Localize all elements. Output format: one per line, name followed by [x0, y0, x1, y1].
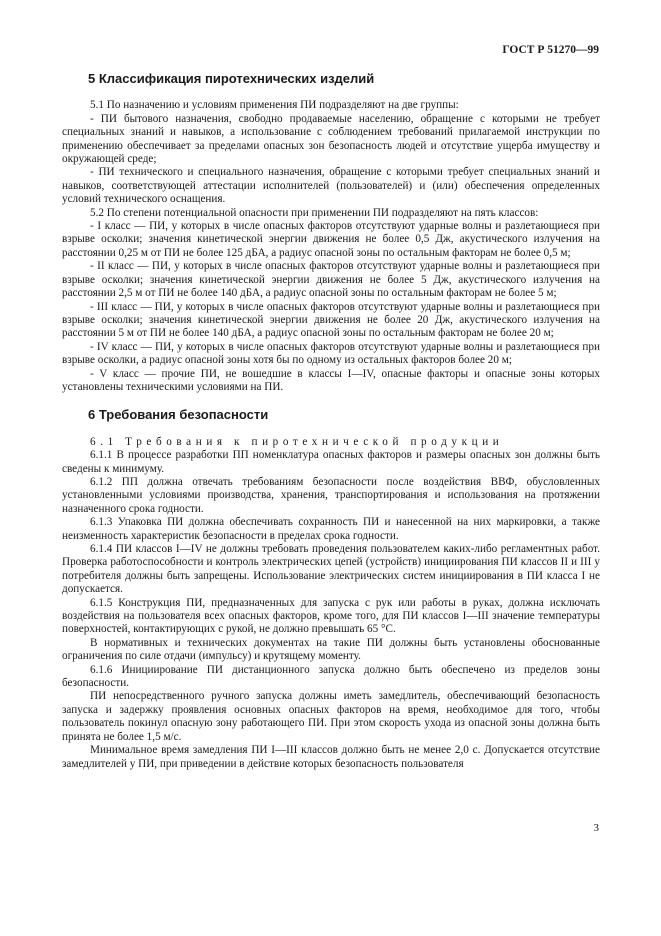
paragraph: 6.1.2 ПП должна отвечать требованиям безопасности после воздействия ВВФ, обусловленных установленными условиями производства, хранения, транспортирования и использования на протяжении назначенного срока годности. — [62, 475, 600, 515]
paragraph: 5.1 По назначению и условиям применения ПИ подразделяют на две группы: — [90, 99, 459, 112]
paragraph: 5.2 По степени потенциальной опасности при применении ПИ подразделяют на пять классов: — [90, 206, 539, 219]
paragraph: 6.1.6 Инициирование ПИ дистанционного запуска должно быть обеспечено из пределов зоны безопасности. — [62, 663, 600, 690]
paragraph: - ПИ технического и специального назначения, обращение с которыми требует специальных знаний и навыков, соответствующей аттестации исполнителей (пользователей) и (или) обеспечения определенных условий технического оснащения. — [62, 166, 600, 206]
section-6-title: 6 Требования безопасности — [88, 407, 269, 423]
paragraph: ПИ непосредственного ручного запуска должны иметь замедлитель, обеспечивающий безопасность запуска и задержку проявления основных опасных факторов на время, необходимое для того, чтобы пользователь покинул опасную зону работающего ПИ. При этом скорость ухода из опасной зоны должна быть принята не более 1,5 м/с. — [62, 690, 600, 743]
paragraph: - II класс — ПИ, у которых в числе опасных факторов отсутствуют ударные волны и разлетающиеся при взрыве осколки; значения кинетической энергии движения не более 5 Дж, акустического излучения на расстоянии 2,5 м от ПИ не более 140 дБА, а радиус опасной зоны по остальным факторам не более 5 м; — [62, 260, 600, 300]
paragraph: - I класс — ПИ, у которых в числе опасных факторов отсутствуют ударные волны и разлетающиеся при взрыве осколки; значения кинетической энергии движения не более 0,5 Дж, акустического излучения на расстоянии 0,25 м от ПИ не более 125 дБА, а радиус опасной зоны по остальным факторам не более 0,5 м; — [62, 220, 600, 259]
paragraph: В нормативных и технических документах на такие ПИ должны быть установлены обоснованные ограничения по силе отдачи (импульсу) и крутящему моменту. — [62, 636, 600, 663]
page-content — [62, 66, 600, 771]
paragraph: - ПИ бытового назначения, свободно продаваемые населению, обращение с которыми не требует специальных знаний и навыков, а использование с соблюдением требований прилагаемой инструкции по применению обеспечивает за пределами опасных зон безопасность людей и отсутствие ущерба имуществу и окружающей среде; — [62, 112, 600, 166]
paragraph: - IV класс — ПИ, у которых в числе опасных факторов отсутствуют ударные волны и разлетающиеся при взрыве осколки, а радиус опасной зоны хотя бы по одному из остальных факторов более 20 м; — [62, 340, 600, 367]
paragraph: 6.1.4 ПИ классов I—IV не должны требовать проведения пользователем каких-либо регламентных работ. Проверка работоспособности и контроль электрических цепей (устройств) инициирования ПИ классов II и III у потребителя должны быть запрещены. Использование электрических систем инициирования в ПИ класса I не допускается. — [62, 543, 600, 596]
page-number: 3 — [593, 822, 599, 834]
paragraph: 6.1.5 Конструкция ПИ, предназначенных для запуска с рук или работы в руках, должна исключать воздействия на пользователя всех опасных факторов, кроме того, для ПИ классов I—III значение температуры поверхностей, контактирующих с рукой, не должно превышать 65 °С. — [62, 596, 600, 636]
paragraph: 6.1.1 В процессе разработки ПП номенклатура опасных факторов и размеры опасных зон должны быть сведены к минимуму. — [62, 449, 600, 475]
paragraph: Минимальное время замедления ПИ I—III классов должно быть не менее 2,0 с. Допускается отсутствие замедлителей у ПИ, при приведении в действие которых безопасность пользователя — [62, 744, 600, 770]
standard-header: ГОСТ Р 51270—99 — [502, 44, 599, 56]
paragraph: 6.1.3 Упаковка ПИ должна обеспечивать сохранность ПИ и нанесенной на них маркировки, а также неизменность характеристик безопасности в пределах срока годности. — [62, 516, 600, 542]
section-5-title: 5 Классификация пиротехнических изделий — [88, 71, 375, 86]
paragraph: - III класс — ПИ, у которых в числе опасных факторов отсутствуют ударные волны и разлетающиеся при взрыве осколки; значения кинетической энергии движения не более 20 Дж, акустического излучения на расстоянии 5 м от ПИ не более 140 дБА, а радиус опасной зоны по остальным факторам не более 20 м; — [62, 300, 600, 340]
paragraph: - V класс — прочие ПИ, не вошедшие в классы I—IV, опасные факторы и опасные зоны которых установлены техническими условиями на ПИ. — [62, 367, 600, 393]
subsection-heading: 6.1 Требования к пиротехнической продукции — [90, 435, 504, 448]
